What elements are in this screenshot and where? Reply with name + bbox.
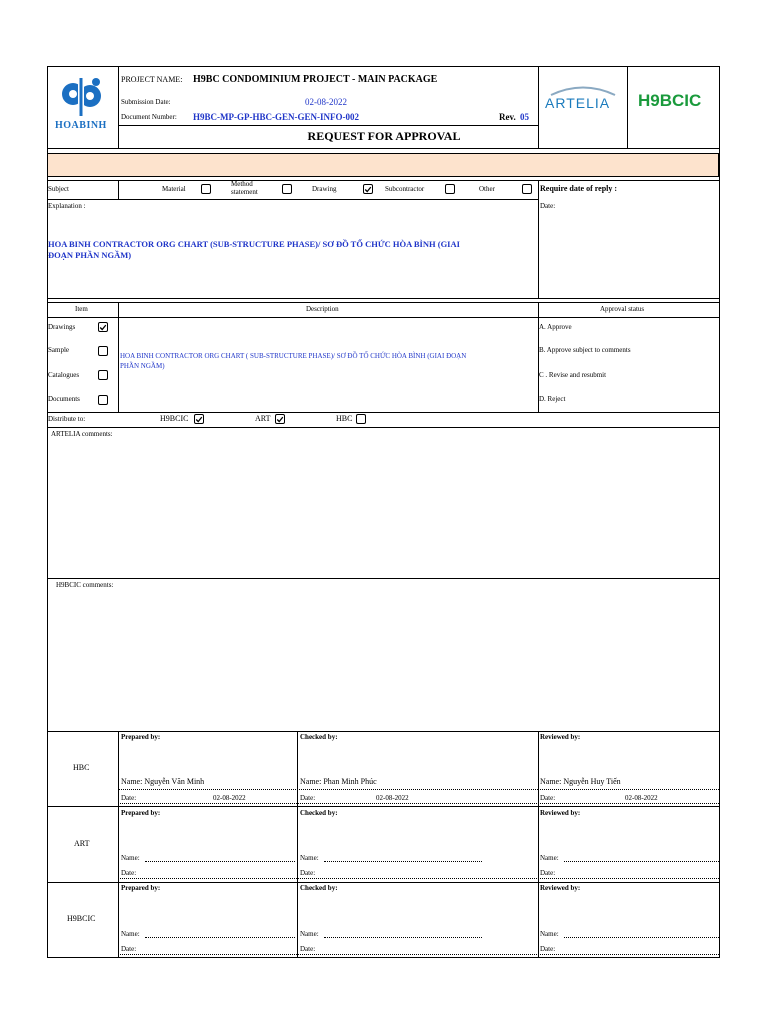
description-header: Description [306, 305, 339, 313]
client-party-label: H9BCIC [67, 914, 96, 923]
subject-option-method-line1: Method [231, 180, 253, 188]
distribute-h9bcic-label: H9BCIC [160, 414, 189, 423]
client-checked-date-label: Date: [300, 945, 316, 953]
distribute-hbc-checkbox[interactable] [356, 414, 366, 424]
hoabinh-logo [52, 74, 114, 134]
hbc-checked-name: Name: Phan Minh Phúc [300, 777, 377, 786]
approval-option-b: B. Approve subject to comments [539, 346, 631, 354]
distribute-art-label: ART [255, 414, 271, 423]
document-number-label: Document Number: [121, 113, 177, 121]
art-reviewed-label: Reviewed by: [540, 809, 581, 817]
form-title: REQUEST FOR APPROVAL [307, 129, 461, 143]
document-number: H9BC-MP-GP-HBC-GEN-GEN-INFO-002 [193, 112, 359, 122]
art-checked-label: Checked by: [300, 809, 338, 817]
art-prepared-label: Prepared by: [121, 809, 161, 817]
subject-option-subcontractor-label: Subcontractor [385, 185, 425, 193]
client-prepared-label: Prepared by: [121, 884, 161, 892]
art-reviewed-name-label: Name: [540, 854, 559, 862]
art-checked-date-label: Date: [300, 869, 316, 877]
status-banner [47, 153, 719, 177]
subject-material-checkbox[interactable] [201, 184, 211, 194]
art-prepared-name-field[interactable] [145, 861, 295, 862]
subject-option-other-label: Other [479, 185, 495, 193]
art-prepared-date-label: Date: [121, 869, 137, 877]
hbc-reviewed-label: Reviewed by: [540, 733, 581, 741]
client-reviewed-name-field[interactable] [564, 937, 719, 938]
project-name-label: PROJECT NAME: [121, 75, 183, 84]
client-reviewed-date-label: Date: [540, 945, 556, 953]
explanation-label: Explanation : [48, 202, 86, 210]
distribute-label: Distribute to: [48, 415, 86, 423]
reply-date-label: Date: [540, 202, 556, 210]
subject-subcontractor-checkbox[interactable] [445, 184, 455, 194]
hbc-checked-label: Checked by: [300, 733, 338, 741]
item-documents-label: Documents [48, 395, 80, 403]
client-checked-name-label: Name: [300, 930, 319, 938]
rev-value: 05 [520, 112, 529, 122]
artelia-comments-label: ARTELIA comments: [51, 430, 113, 438]
subject-option-drawing-label: Drawing [312, 185, 337, 193]
item-catalogues-checkbox[interactable] [98, 370, 108, 380]
submission-date: 02-08-2022 [305, 97, 347, 107]
description-text-line1: HOA BINH CONTRACTOR ORG CHART ( SUB-STRUCTURE PHASE)/ SƠ ĐỒ TỔ CHỨC HÒA BÌNH (GIAI ĐOẠN [120, 352, 467, 360]
description-text-line2: PHẦN NGẦM) [120, 362, 165, 370]
hoabinh-logo-mark-icon [52, 74, 114, 120]
item-sample-checkbox[interactable] [98, 346, 108, 356]
approval-option-c: C . Revise and resubmit [539, 371, 607, 379]
hbc-checked-date-label: Date: [300, 794, 316, 802]
art-prepared-name-label: Name: [121, 854, 140, 862]
art-checked-name-label: Name: [300, 854, 319, 862]
item-catalogues-label: Catalogues [48, 371, 80, 379]
art-party-label: ART [74, 839, 90, 848]
client-comments-label: H9BCIC comments: [56, 581, 114, 589]
art-reviewed-date-label: Date: [540, 869, 556, 877]
approval-option-d: D. Reject [539, 395, 566, 403]
hbc-prepared-name: Name: Nguyễn Văn Minh [121, 777, 205, 786]
distribute-art-checkbox[interactable] [275, 414, 285, 424]
hbc-party-label: HBC [73, 763, 90, 772]
subject-method-checkbox[interactable] [282, 184, 292, 194]
client-reviewed-name-label: Name: [540, 930, 559, 938]
hbc-prepared-date-label: Date: [121, 794, 137, 802]
submission-date-label: Submission Date: [121, 98, 171, 106]
hbc-prepared-label: Prepared by: [121, 733, 161, 741]
item-drawings-label: Drawings [48, 323, 76, 331]
client-prepared-date-label: Date: [121, 945, 137, 953]
subject-label: Subject [48, 185, 69, 193]
explanation-text-line1: HOA BINH CONTRACTOR ORG CHART (SUB-STRUCTURE PHASE)/ SƠ ĐỒ TỔ CHỨC HÒA BÌNH (GIAI [48, 239, 460, 249]
approval-header: Approval status [600, 305, 645, 313]
client-checked-name-field[interactable] [324, 937, 482, 938]
approval-option-a: A. Approve [539, 323, 572, 331]
client-checked-label: Checked by: [300, 884, 338, 892]
client-prepared-name-label: Name: [121, 930, 140, 938]
client-prepared-name-field[interactable] [145, 937, 295, 938]
hbc-checked-date: 02-08-2022 [376, 794, 409, 802]
project-name: H9BC CONDOMINIUM PROJECT - MAIN PACKAGE [193, 74, 438, 85]
item-sample-label: Sample [48, 346, 69, 354]
client-logo: H9BCIC [638, 91, 702, 110]
artelia-comments-area[interactable] [48, 440, 718, 578]
distribute-hbc-label: HBC [336, 414, 353, 423]
hoabinh-logo-text: HOABINH [55, 120, 107, 131]
subject-option-method-line2: statement [231, 188, 258, 196]
hbc-reviewed-date-label: Date: [540, 794, 556, 802]
artelia-logo-text: ARTELIA [545, 95, 611, 111]
hbc-prepared-date: 02-08-2022 [213, 794, 246, 802]
subject-drawing-checkbox[interactable] [363, 184, 373, 194]
subject-other-checkbox[interactable] [522, 184, 532, 194]
client-reviewed-label: Reviewed by: [540, 884, 581, 892]
item-drawings-checkbox[interactable] [98, 322, 108, 332]
distribute-h9bcic-checkbox[interactable] [194, 414, 204, 424]
art-checked-name-field[interactable] [324, 861, 482, 862]
item-header: Item [75, 305, 88, 313]
subject-option-material-label: Material [162, 185, 186, 193]
rev-label: Rev. [499, 112, 516, 122]
item-documents-checkbox[interactable] [98, 395, 108, 405]
explanation-text-line2: ĐOẠN PHẦN NGẦM) [48, 250, 132, 260]
require-reply-label: Require date of reply : [540, 184, 618, 193]
hbc-reviewed-name: Name: Nguyễn Huy Tiến [540, 777, 621, 786]
hbc-reviewed-date: 02-08-2022 [625, 794, 658, 802]
client-comments-area[interactable] [48, 591, 718, 729]
art-reviewed-name-field[interactable] [564, 861, 719, 862]
artelia-logo [543, 84, 623, 114]
